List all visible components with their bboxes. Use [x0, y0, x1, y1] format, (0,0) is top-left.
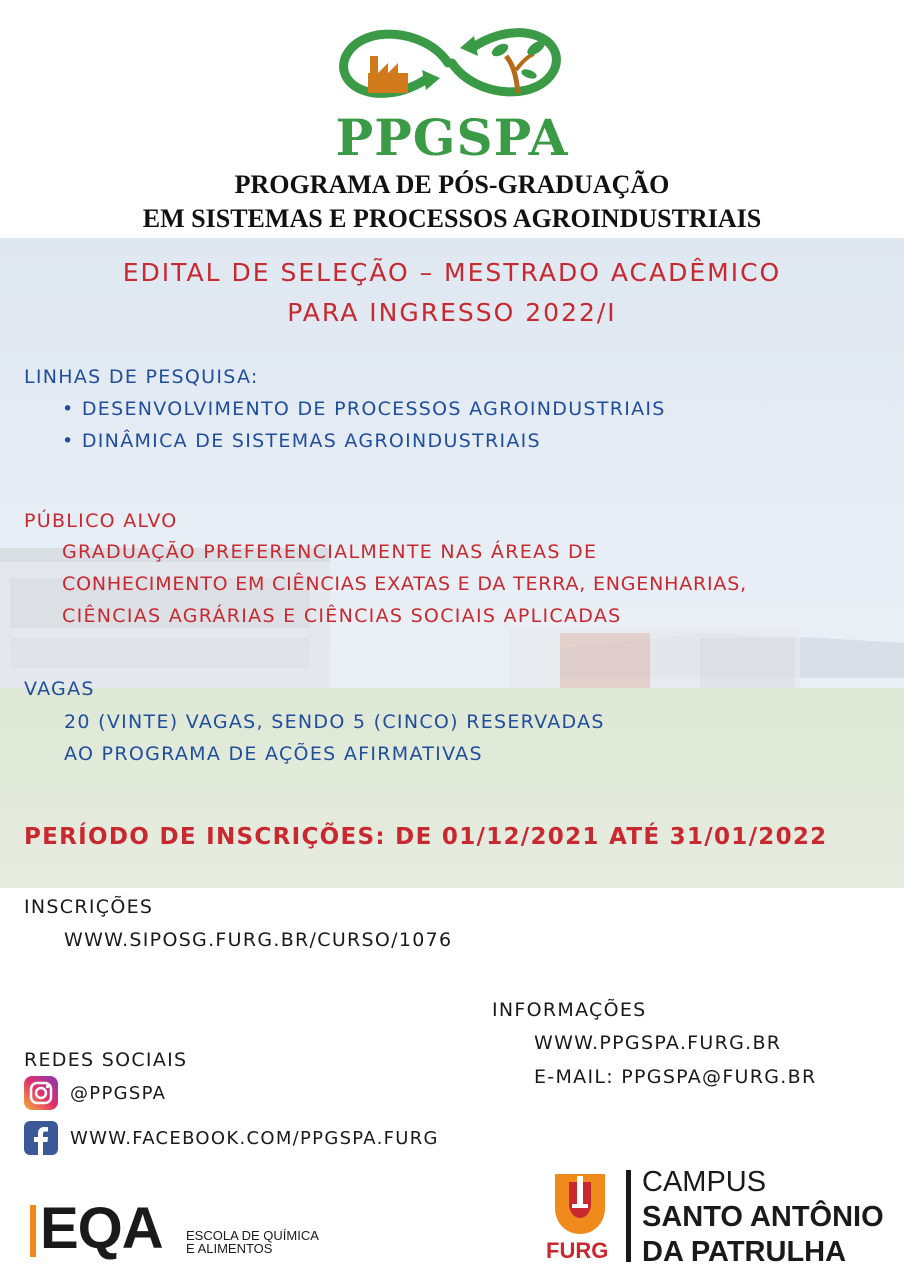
periodo-inscricoes: PERÍODO DE INSCRIÇÕES: DE 01/12/2021 ATÉ 31/01/2022 [24, 824, 828, 850]
informacoes-email[interactable]: E-MAIL: PPGSPA@FURG.BR [534, 1066, 817, 1088]
informacoes-site[interactable]: WWW.PPGSPA.FURG.BR [534, 1032, 782, 1054]
informacoes-title: INFORMAÇÕES [492, 999, 647, 1021]
vagas-line: AO PROGRAMA DE AÇÕES AFIRMATIVAS [64, 743, 483, 765]
eqa-subtitle [186, 1229, 319, 1255]
publico-line: CIÊNCIAS AGRÁRIAS E CIÊNCIAS SOCIAIS APLICADAS [62, 605, 622, 627]
campus-label: CAMPUS [642, 1166, 767, 1198]
edital-title-line2: PARA INGRESSO 2022/I [287, 298, 617, 327]
campus-name-line2: DA PATRULHA [642, 1236, 847, 1268]
linha-item: • DINÂMICA DE SISTEMAS AGROINDUSTRIAIS [62, 430, 541, 452]
campus-photo-background [0, 238, 904, 888]
brand-title: PPGSPA [335, 108, 569, 167]
publico-title: PÚBLICO ALVO [24, 510, 178, 532]
publico-line: CONHECIMENTO EM CIÊNCIAS EXATAS E DA TERRA, ENGENHARIAS, [62, 573, 747, 595]
linhas-title: LINHAS DE PESQUISA: [24, 366, 259, 388]
arrow-icon [422, 70, 440, 90]
factory-icon [368, 56, 408, 93]
eqa-subtitle-line1: ESCOLA DE QUÍMICA [186, 1228, 319, 1243]
vagas-title: VAGAS [24, 678, 95, 700]
inscricoes-url[interactable]: WWW.SIPOSG.FURG.BR/CURSO/1076 [64, 929, 453, 951]
ppgspa-logo [330, 18, 570, 108]
publico-line: GRADUAÇÃO PREFERENCIALMENTE NAS ÁREAS DE [62, 541, 598, 563]
campus-name-line1: SANTO ANTÔNIO [642, 1201, 884, 1233]
program-title-line1: PROGRAMA DE PÓS-GRADUAÇÃO [234, 170, 670, 199]
facebook-icon[interactable] [24, 1121, 58, 1155]
arrow-icon [460, 36, 478, 56]
furg-divider [626, 1170, 631, 1262]
linha-item: • DESENVOLVIMENTO DE PROCESSOS AGROINDUSTRIAIS [62, 398, 666, 420]
instagram-handle[interactable]: @PPGSPA [70, 1083, 167, 1104]
vagas-line: 20 (VINTE) VAGAS, SENDO 5 (CINCO) RESERVADAS [64, 711, 605, 733]
eqa-subtitle-line2: E ALIMENTOS [186, 1241, 273, 1256]
redes-title: REDES SOCIAIS [24, 1049, 188, 1071]
furg-text: FURG [546, 1238, 609, 1263]
program-title-line2: EM SISTEMAS E PROCESSOS AGROINDUSTRIAIS [142, 204, 762, 233]
facebook-url[interactable]: WWW.FACEBOOK.COM/PPGSPA.FURG [70, 1128, 439, 1149]
instagram-icon[interactable] [24, 1076, 58, 1110]
edital-title-line1: EDITAL DE SELEÇÃO – MESTRADO ACADÊMICO [122, 258, 782, 287]
inscricoes-title: INSCRIÇÕES [24, 896, 154, 918]
eqa-bar [30, 1205, 36, 1257]
eqa-logo-text: EQA [40, 1196, 163, 1261]
furg-emblem-icon [545, 1168, 615, 1238]
